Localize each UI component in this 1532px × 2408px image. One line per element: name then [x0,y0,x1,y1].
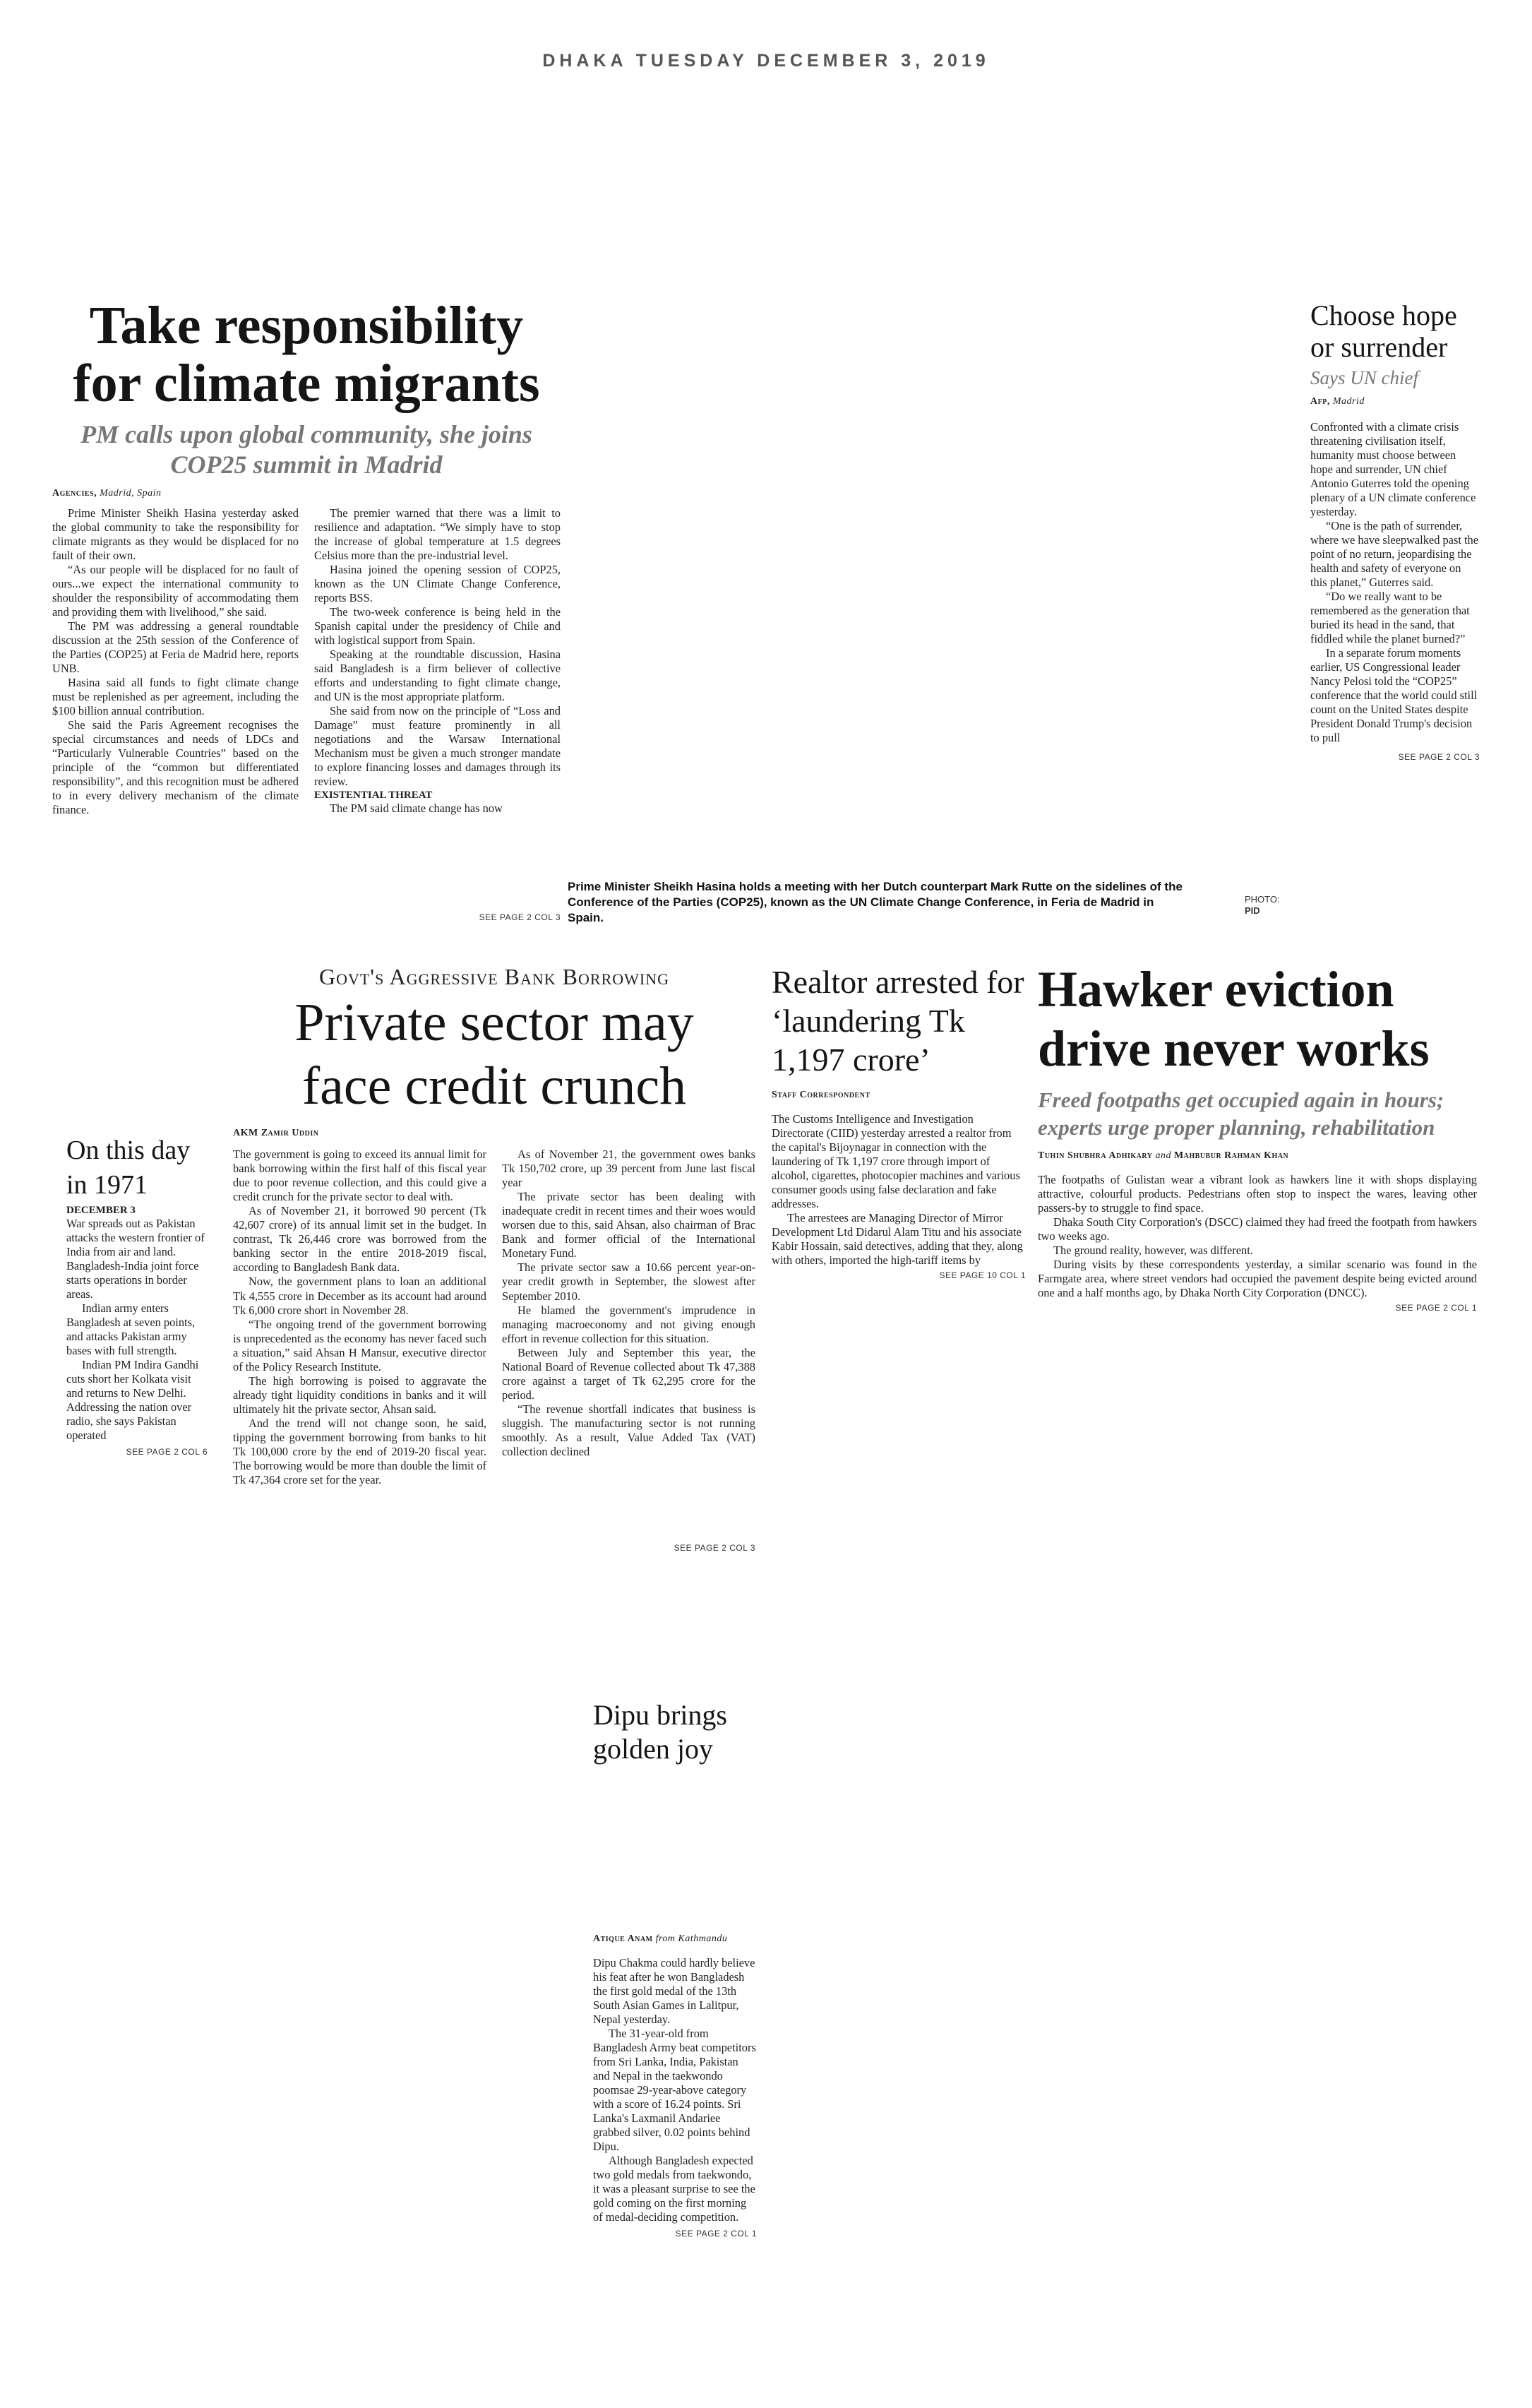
hope-para: “One is the path of surrender, where we have sleepwalked past the point of no return, jeopardising the health and safety of everyone on this planet,” Guterres said. [1310,519,1479,590]
dipu-headline[interactable]: Dipu brings golden joy [593,1699,727,1765]
hope-para: “Do we really want to be remembered as the generation that buried its head in the sand, that fiddled while the planet burned?” [1310,590,1470,646]
story-hawker-eviction [1038,960,1477,1313]
hawker-byline-author-1: Tuhin Shubhra Adhikary [1038,1150,1153,1161]
onthisday-body [66,1217,208,1443]
climate-para: “As our people will be displaced for no fault of ours...we expect the international community to shoulder the responsibility of accommodating them and providing them with livelihood,” she said. [52,562,299,619]
dipu-para: Although Bangladesh expected two gold medals from taekwondo, it was a pleasant surprise to see the gold coming on the first morning of medal-deciding competition. [593,2154,755,2224]
bank-para: “The ongoing trend of the government borrowing is unprecedented as the economy has never faced such a situation,” said Ahsan H Mansur, executive director of the Policy Research Institute. [233,1317,486,1373]
climate-para: She said from now on the principle of “Loss and Damage” must feature prominently in all negotiations and the Warsaw International Mechanism must be given a much stronger mandate to explore financing losses and damages through its review. [314,703,561,788]
bank-para: As of November 21, it borrowed 90 percent (Tk 42,607 crore) of its annual limit set in the budget. In contrast, Tk 26,446 crore was borrowed from the banking sector in the entire 2018-2019 fiscal, according to Bangladesh Bank data. [233,1204,486,1275]
realtor-para: The Customs Intelligence and Investigation Directorate (CIID) yesterday arrested a realtor from the capital's Bijoynagar in connection with the laundering of Tk 1,197 crore through import of alcohol, cigarettes, photocopier machines and various consumer goods using false declaration and fake addresses. [772,1111,1020,1210]
climate-para: She said the Paris Agreement recognises the special circumstances and needs of LDCs and “Particularly Vulnerable Countries” based on the principle of the “common but differentiated responsibility”, and this recognition must be adhered to in every delivery mechanism of the climate finance. [52,717,299,816]
bank-byline: AKM Zamir Uddin [233,1128,319,1139]
realtor-byline: Staff Correspondent [772,1089,870,1100]
bank-para: The private sector saw a 10.66 percent year-on-year credit growth in September, the slowest after September 2010. [502,1260,755,1303]
bank-para: Between July and September this year, the National Board of Revenue collected about Tk 47,388 crore against a target of Tk 62,295 crore for the period. [502,1345,755,1402]
onthisday-title[interactable]: On this day in 1971 [66,1136,191,1200]
climate-para: The PM was addressing a general roundtable discussion at the 25th session of the Conference of the Parties (COP25) at Feria de Madrid here, reports UNB. [52,619,299,675]
climate-deck: PM calls upon global community, she joins COP25 summit in Madrid [80,420,532,479]
story-choose-hope [1310,300,1480,762]
photo-credit-value: PID [1245,905,1260,917]
bank-para: The government is going to exceed its annual limit for bank borrowing within the first half of this fiscal year due to poor revenue collection, and this could give a credit crunch for the private sector to deal with. [233,1148,486,1204]
climate-headline[interactable]: Take responsibility for climate migrants [73,296,540,414]
dipu-para: The 31-year-old from Bangladesh Army beat competitors from Sri Lanka, India, Pakistan and Nepal in the taekwondo poomsae 29-year-above category with a score of 16.24 points. Sri Lanka's Laxmanil Andariee grabbed silver, 0.02 points behind Dipu. [593,2027,756,2154]
onthisday-date: DECEMBER 3 [66,1204,136,1216]
hawker-byline-author-2: Mahbubur Rahman Khan [1173,1150,1289,1161]
hope-deck: Says UN chief [1310,366,1418,388]
climate-para: The premier warned that there was a limit to resilience and adaptation. “We simply have to stop the increase of global temperature at 1.5 degrees Celsius more than the pre-industrial level. [314,506,561,562]
hope-byline-name: Afp, [1310,395,1330,407]
photo-credit [1245,894,1287,917]
bank-para: He blamed the government's imprudence in managing macroeconomy and not giving enough effort in revenue collection for this situation. [502,1303,755,1345]
dipu-para: Dipu Chakma could hardly believe his feat after he won Bangladesh the first gold medal of the 13th South Asian Games in Lalitpur, Nepal yesterday. [593,1956,755,2027]
climate-subhead: EXISTENTIAL THREAT [314,789,433,801]
bank-para: The high borrowing is poised to aggravate the already tight liquidity conditions in banks and it will ultimately hit the private sector, Ahsan said. [233,1373,486,1416]
climate-jump-link[interactable]: SEE PAGE 2 COL 3 [479,912,561,922]
hope-para: In a separate forum moments earlier, US Congressional leader Nancy Pelosi told the “COP25” conference that the world could still count on the United States despite President Donald Trump's decision to pull [1310,646,1478,745]
story-climate-migrants [52,297,561,922]
dipu-story-body [593,1933,757,2239]
bank-para: Now, the government plans to loan an additional Tk 4,555 crore in December as its account had around Tk 6,000 crore short in November 28. [233,1275,486,1317]
hope-headline[interactable]: Choose hope or surrender [1310,299,1457,363]
hawker-byline-and: and [1155,1150,1171,1161]
hawker-jump-link[interactable]: SEE PAGE 2 COL 1 [1395,1302,1477,1313]
climate-body [52,506,561,912]
onthisday-para: Indian PM Indira Gandhi cuts short her Kolkata visit and returns to New Delhi. Addressing the nation over radio, she says Pakistan operated [66,1357,199,1443]
bank-para: As of November 21, the government owes banks Tk 150,702 crore, up 39 percent from June last fiscal year [502,1148,755,1190]
climate-byline-location: Madrid, Spain [100,487,162,499]
realtor-jump-link[interactable]: SEE PAGE 10 COL 1 [939,1270,1026,1280]
hawker-para: The footpaths of Gulistan wear a vibrant look as hawkers line it with shops displaying attractive, colourful products. Pedestrians often stop to inspect the wares, leaving other passers-by to struggle to find space. [1038,1172,1477,1215]
climate-para: Hasina said all funds to fight climate change must be replenished as per agreement, including the $100 billion annual contribution. [52,675,299,717]
climate-para: Speaking at the roundtable discussion, Hasina said Bangladesh is a firm believer of collective efforts and understanding to fight climate change, and UN is the most appropriate platform. [314,647,561,703]
hasina-rutte-photo [568,297,1189,876]
photo-credit-label: PHOTO: [1245,894,1280,905]
dipu-byline-name: Atique Anam [593,1933,653,1944]
hope-byline-location: Madrid [1332,395,1365,407]
page-dateline: DHAKA TUESDAY DECEMBER 3, 2019 [542,51,990,71]
realtor-headline[interactable]: Realtor arrested for ‘laundering Tk 1,197 crore’ [772,964,1024,1078]
hawker-headline[interactable]: Hawker eviction drive never works [1038,961,1430,1077]
hope-jump-link[interactable]: SEE PAGE 2 COL 3 [1398,752,1480,763]
onthisday-para: Indian army enters Bangladesh at seven points, and attacks Pakistan army bases with full strength. [66,1301,196,1357]
climate-para: Hasina joined the opening session of COP25, known as the UN Climate Change Conference, reports BSS. [314,562,561,604]
bank-kicker: Govt's Aggressive Bank Borrowing [318,964,670,989]
climate-byline [52,488,561,499]
story-on-this-day [66,1133,208,1457]
bank-para: The private sector has been dealing with inadequate credit in recent times and their woes would worsen due to this, said Ahsan, also chairman of Brac Bank and former official of the International Monetary Fund. [502,1190,755,1260]
hawker-deck: Freed footpaths get occupied again in hours; experts urge proper planning, rehabilitation [1038,1087,1444,1140]
climate-byline-name: Agencies, [52,487,97,499]
bank-jump-link[interactable]: SEE PAGE 2 COL 3 [674,1543,755,1554]
onthisday-jump-link[interactable]: SEE PAGE 2 COL 6 [126,1447,208,1458]
dipu-byline-location: from Kathmandu [655,1933,728,1944]
realtor-body [772,1112,1026,1268]
bank-headline[interactable]: Private sector may face credit crunch [294,993,694,1116]
hope-body [1310,420,1480,745]
climate-para: The PM said climate change has now [330,801,503,816]
climate-para: Prime Minister Sheikh Hasina yesterday asked the global community to take the responsibility for climate migrants as they would be displaced for no fault of their own. [52,506,299,562]
onthisday-para: War spreads out as Pakistan attacks the western frontier of India from air and land. Bangladesh-India joint force starts operations in border areas. [66,1216,205,1301]
hope-byline [1310,396,1480,407]
hawker-para: Dhaka South City Corporation's (DSCC) claimed they had freed the footpath from hawkers two weeks ago. [1038,1215,1477,1243]
bank-para: “The revenue shortfall indicates that business is sluggish. The manufacturing sector is not running smoothly. As a result, Value Added Tax (VAT) collection declined [502,1402,755,1458]
hawker-byline [1038,1150,1477,1162]
hope-para: Confronted with a climate crisis threatening civilisation itself, humanity must choose between hope and surrender, UN chief Antonio Guterres told the opening plenary of a UN climate conference yesterday. [1310,419,1476,519]
story-bank-borrowing [233,964,755,1553]
climate-para: The two-week conference is being held in the Spanish capital under the presidency of Chile and with logistical support from Spain. [314,604,561,647]
hawker-body [1038,1173,1477,1300]
photo-caption: Prime Minister Sheikh Hasina holds a meeting with her Dutch counterpart Mark Rutte on the sidelines of the Conference of the Parties (COP25), known as the UN Climate Change Conference, in Feria de Madrid in Spain. [568,880,1183,925]
bank-para: And the trend will not change soon, he said, tipping the government borrowing from banks to hit Tk 100,000 crore by the end of 2019-20 fiscal year. The borrowing would be more than double the limit of Tk 47,364 crore set for the year. [233,1416,486,1486]
dipu-jump-link[interactable]: SEE PAGE 2 COL 1 [675,2229,757,2239]
realtor-para: The arrestees are Managing Director of Mirror Development Ltd Didarul Alam Titu and his associate Kabir Hossain, said detectives, adding that they, along with others, imported the high-tariff items by [772,1210,1023,1267]
hawker-para: During visits by these correspondents yesterday, a similar scenario was found in the Farmgate area, where street vendors had occupied the pavement despite being evicted around one and a half months ago, by Dhaka North City Corporation (DNCC). [1038,1257,1477,1299]
bank-body [233,1148,755,1543]
dipu-byline [593,1933,757,1945]
story-realtor-arrested [772,962,1026,1280]
story-dipu-gold [593,1698,762,1766]
dipu-body [593,1956,757,2224]
hawker-para: The ground reality, however, was different. [1053,1243,1253,1257]
